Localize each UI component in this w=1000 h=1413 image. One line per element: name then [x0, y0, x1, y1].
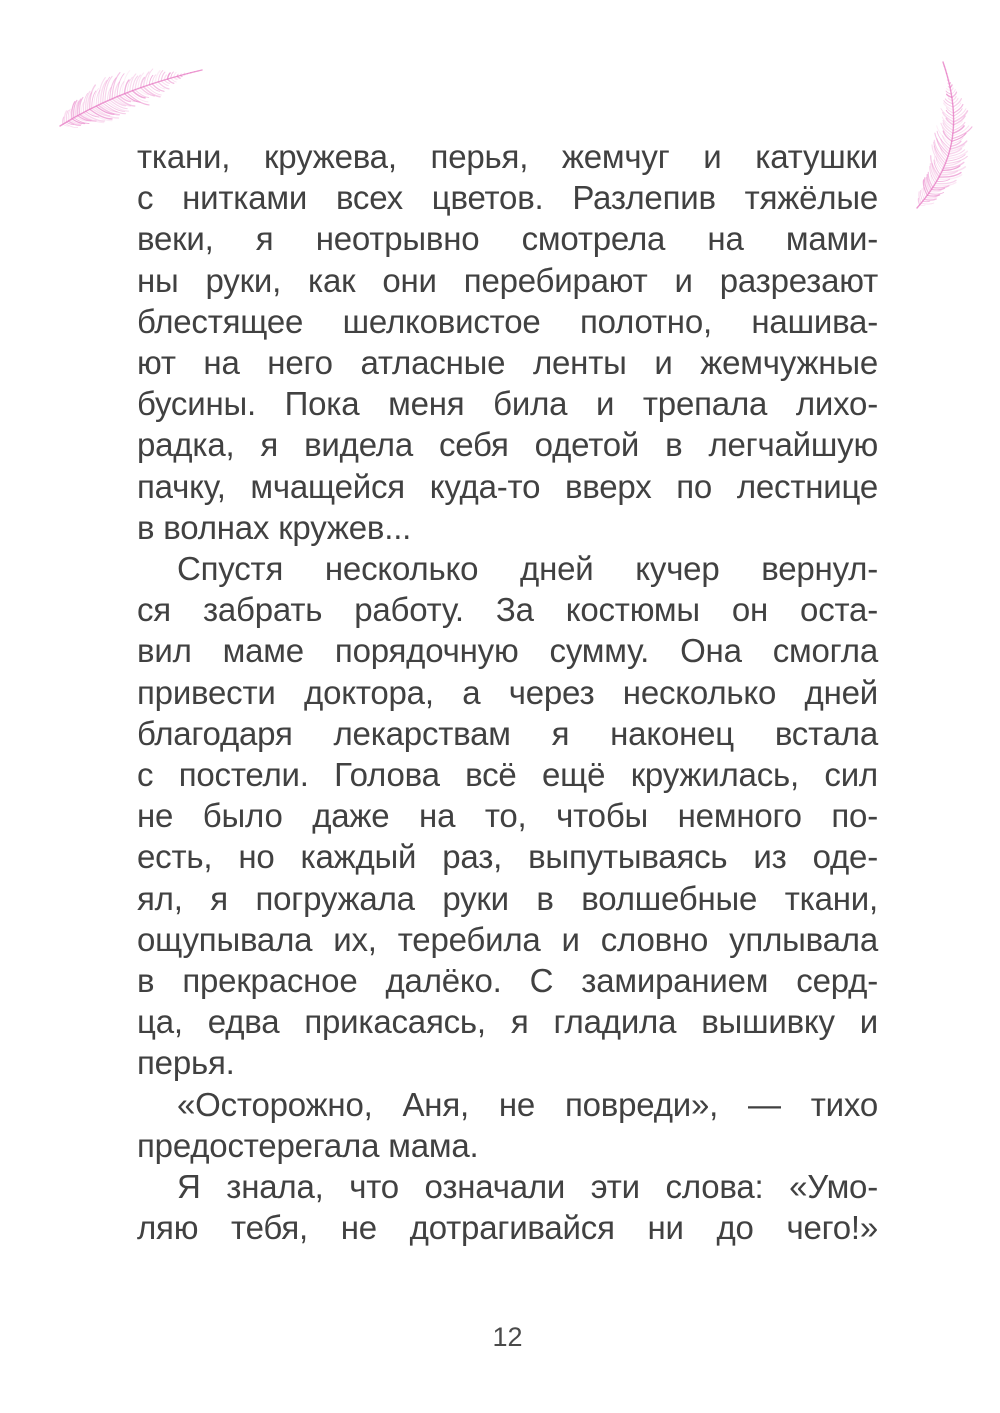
text-line: «Осторожно, Аня, не повреди», — тихо — [177, 1085, 878, 1123]
text-line: ощупывала их, теребила и словно уплывала — [137, 920, 878, 958]
text-line: Спустя несколько дней кучер вернул- — [177, 550, 878, 588]
text-line: перья. — [137, 1044, 235, 1082]
text-line: есть, но каждый раз, выпутываясь из оде- — [137, 838, 878, 876]
text-line: веки, я неотрывно смотрела на мами- — [137, 220, 878, 258]
text-line: не было даже на то, чтобы немного по- — [137, 797, 878, 835]
story-text — [137, 136, 878, 1248]
page-number: 12 — [492, 1322, 523, 1352]
text-line: пачку, мчащейся куда-то вверх по лестнице — [137, 467, 878, 505]
text-line: с постели. Голова всё ещё кружилась, сил — [137, 756, 878, 794]
feather-icon-right — [907, 54, 993, 212]
text-line: бусины. Пока меня била и трепала лихо- — [137, 385, 878, 423]
text-line: привести доктора, а через несколько дней — [137, 673, 878, 711]
text-line: в прекрасное далёко. С замиранием серд- — [137, 962, 878, 1000]
text-line: ляю тебя, не дотрагивайся ни до чего!» — [137, 1209, 878, 1247]
text-line: в волнах кружев... — [137, 508, 412, 546]
text-line: Я знала, что означали эти слова: «Умо- — [177, 1168, 878, 1206]
text-line: ткани, кружева, перья, жемчуг и катушки — [137, 138, 878, 175]
text-line: радка, я видела себя одетой в легчайшую — [137, 426, 878, 464]
text-line: блестящее шелковистое полотно, нашива- — [137, 302, 878, 340]
text-line: ны руки, как они перебирают и разрезают — [137, 261, 878, 299]
feather-icon-left — [56, 40, 206, 132]
text-line: ся забрать работу. За костюмы он оста- — [137, 591, 878, 629]
text-line: ял, я погружала руки в волшебные ткани, — [137, 879, 878, 917]
text-line: благодаря лекарствам я наконец встала — [137, 714, 878, 752]
text-line: ца, едва прикасаясь, я гладила вышивку и — [137, 1003, 878, 1041]
text-line: с нитками всех цветов. Разлепив тяжёлые — [137, 179, 878, 217]
text-line: вил маме порядочную сумму. Она смогла — [137, 632, 878, 670]
text-line: предостерегала мама. — [137, 1126, 479, 1164]
text-line: ют на него атласные ленты и жемчужные — [137, 344, 878, 382]
